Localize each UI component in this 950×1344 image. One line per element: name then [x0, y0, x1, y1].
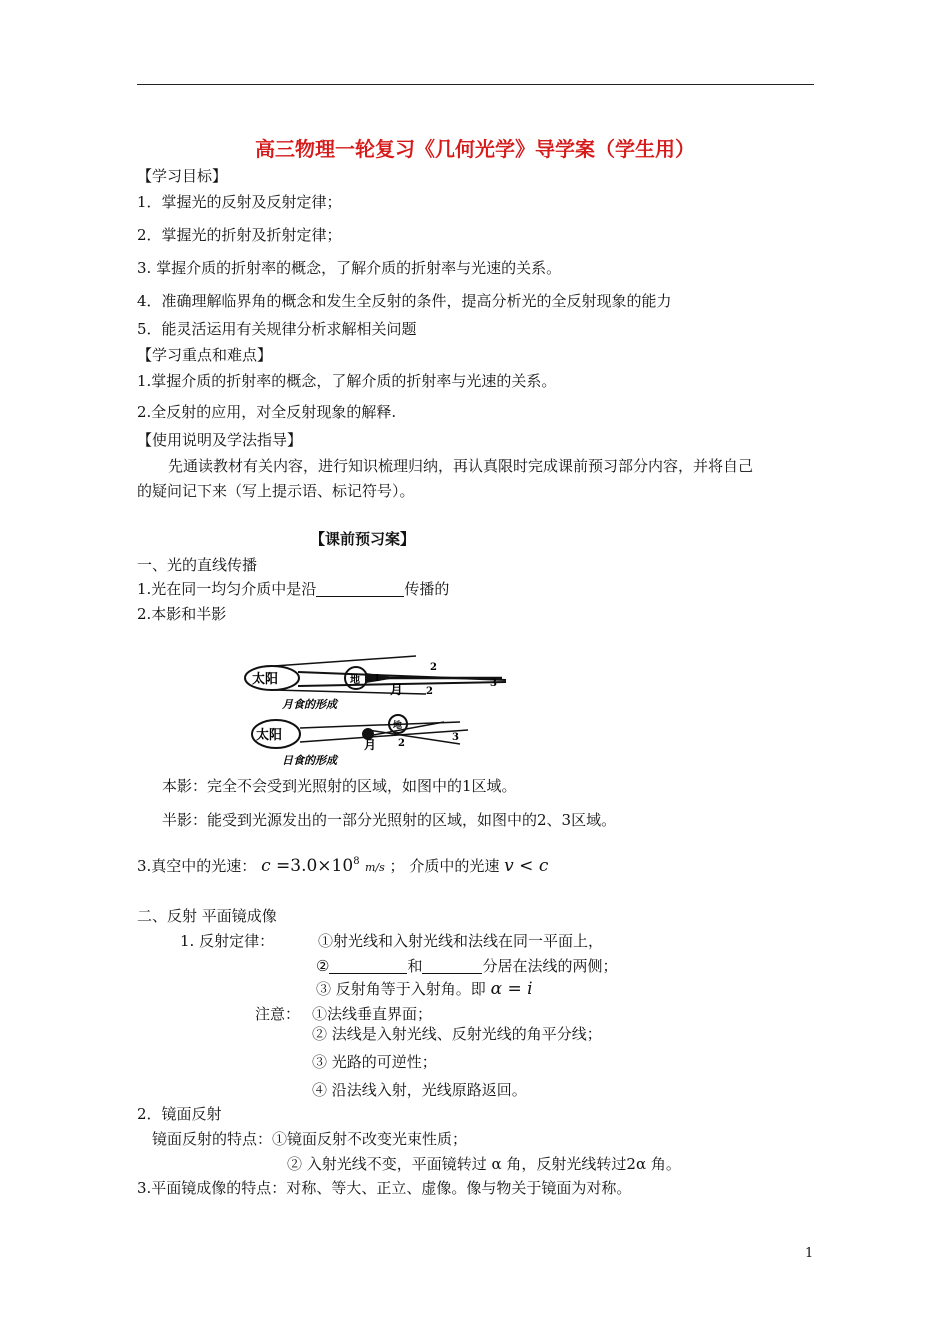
speed-label: 3.真空中的光速：: [137, 857, 257, 875]
medium-speed-formula: [504, 856, 548, 876]
solar-eclipse-figure: [252, 715, 468, 748]
note-item: ③ 光路的可逆性；: [312, 1053, 437, 1071]
reflection-law-item: [316, 978, 533, 1000]
key-points-heading: 【学习重点和难点】: [137, 346, 273, 364]
key-point-item: 2.全反射的应用，对全反射现象的解释.: [137, 403, 397, 421]
region-label-2: 2: [398, 738, 405, 749]
answer-blank[interactable]: [316, 580, 404, 597]
region-label-1: 1: [374, 674, 381, 684]
region-label-3: 3: [452, 732, 459, 743]
text: 分居在法线的两侧；: [482, 957, 618, 975]
sun-label: 太阳: [252, 672, 279, 687]
fill-blank-line: [137, 579, 449, 599]
separator: ；: [389, 857, 405, 875]
mirror-feature: ② 入射光线不变，平面镜转过 α 角，反射光线转过2α 角。: [287, 1155, 681, 1173]
section-title: 一、光的直线传播: [137, 556, 258, 574]
region-label-2: 2: [426, 686, 433, 697]
section-title: 二、反射 平面镜成像: [137, 907, 277, 925]
item-text: 2.本影和半影: [137, 605, 227, 623]
note-label: 注意：: [255, 1005, 301, 1023]
plane-mirror-feature: 3.平面镜成像的特点：对称、等大、正立、虚像。像与物关于镜面为对称。: [137, 1179, 632, 1197]
moon-label: 月: [364, 738, 377, 752]
text: 和: [407, 957, 423, 975]
text: ③ 反射角等于入射角。即: [316, 980, 486, 998]
penumbra-definition: 半影：能受到光源发出的一部分光照射的区域，如图中的2、3区域。: [162, 811, 617, 829]
lt-sign: <: [513, 856, 539, 876]
i-var: i: [527, 979, 533, 999]
reflection-law-label: 1. 反射定律：: [180, 932, 275, 950]
mirror-feature: 镜面反射的特点：①镜面反射不改变光束性质；: [152, 1130, 468, 1148]
speed-value: =3.0×10: [270, 856, 354, 876]
umbra-definition: 本影：完全不会受到光照射的区域，如图中的1区域。: [162, 777, 517, 795]
objective-item: 2．掌握光的折射及折射定律；: [137, 226, 342, 244]
note-item: ④ 沿法线入射，光线原路返回。: [312, 1081, 527, 1099]
sun-label: 太阳: [256, 728, 283, 743]
preview-heading: 【课前预习案】: [310, 530, 416, 548]
eclipse-diagram: [238, 652, 510, 768]
figure-caption: 月食的形成: [282, 698, 337, 711]
reflection-law-item: [316, 956, 617, 976]
text: 1.光在同一均匀介质中是沿: [137, 580, 317, 598]
key-point-item: 1.掌握介质的折射率的概念，了解介质的折射率与光速的关系。: [137, 372, 557, 390]
c-var: c: [261, 856, 271, 876]
objective-item: 4．准确理解临界角的概念和发生全反射的条件，提高分析光的全反射现象的能力: [137, 292, 672, 310]
objective-item: 1．掌握光的反射及反射定律；: [137, 193, 342, 211]
objectives-heading: 【学习目标】: [137, 167, 228, 185]
figure-caption: 日食的形成: [282, 754, 337, 767]
v-var: v: [504, 856, 514, 876]
earth-label: 地: [393, 721, 403, 731]
header-rule: [137, 84, 814, 85]
region-label-3: 3: [490, 678, 497, 689]
reflection-law-item: ①射光线和入射光线和法线在同一平面上，: [318, 932, 604, 950]
instructions-heading: 【使用说明及学法指导】: [137, 431, 303, 449]
text: 传播的: [404, 580, 450, 598]
region-label-2: 2: [430, 662, 437, 673]
page-title: 高三物理一轮复习《几何光学》导学案（学生用）: [255, 137, 695, 161]
c-var: c: [538, 856, 549, 876]
eq-sign: =: [502, 979, 528, 999]
objective-item: 3. 掌握介质的折射率的概念，了解介质的折射率与光速的关系。: [137, 259, 562, 277]
reflection-formula: [491, 979, 533, 999]
note-item: ①法线垂直界面；: [312, 1005, 433, 1023]
light-speed-line: [137, 850, 548, 880]
answer-blank[interactable]: [329, 957, 407, 974]
speed-exponent: 8: [353, 856, 360, 867]
text: ②: [316, 957, 330, 975]
moon-label: 月: [390, 683, 404, 698]
vacuum-speed-formula: [261, 856, 385, 876]
note-item: ② 法线是入射光线、反射光线的角平分线；: [312, 1025, 602, 1043]
answer-blank[interactable]: [422, 957, 482, 974]
objective-item: 5．能灵活运用有关规律分析求解相关问题: [137, 320, 417, 338]
alpha-var: α: [490, 979, 503, 999]
speed-unit: m/s: [364, 861, 385, 874]
instructions-line: 先通读教材有关内容，进行知识梳理归纳，再认真限时完成课前预习部分内容，并将自己: [168, 457, 754, 475]
page-number: 1: [805, 1246, 814, 1261]
instructions-line: 的疑问记下来（写上提示语、标记符号）。: [137, 482, 415, 500]
medium-speed-label: 介质中的光速: [409, 857, 500, 875]
subsection-title: 2．镜面反射: [137, 1105, 222, 1123]
earth-label: 地: [350, 675, 360, 686]
